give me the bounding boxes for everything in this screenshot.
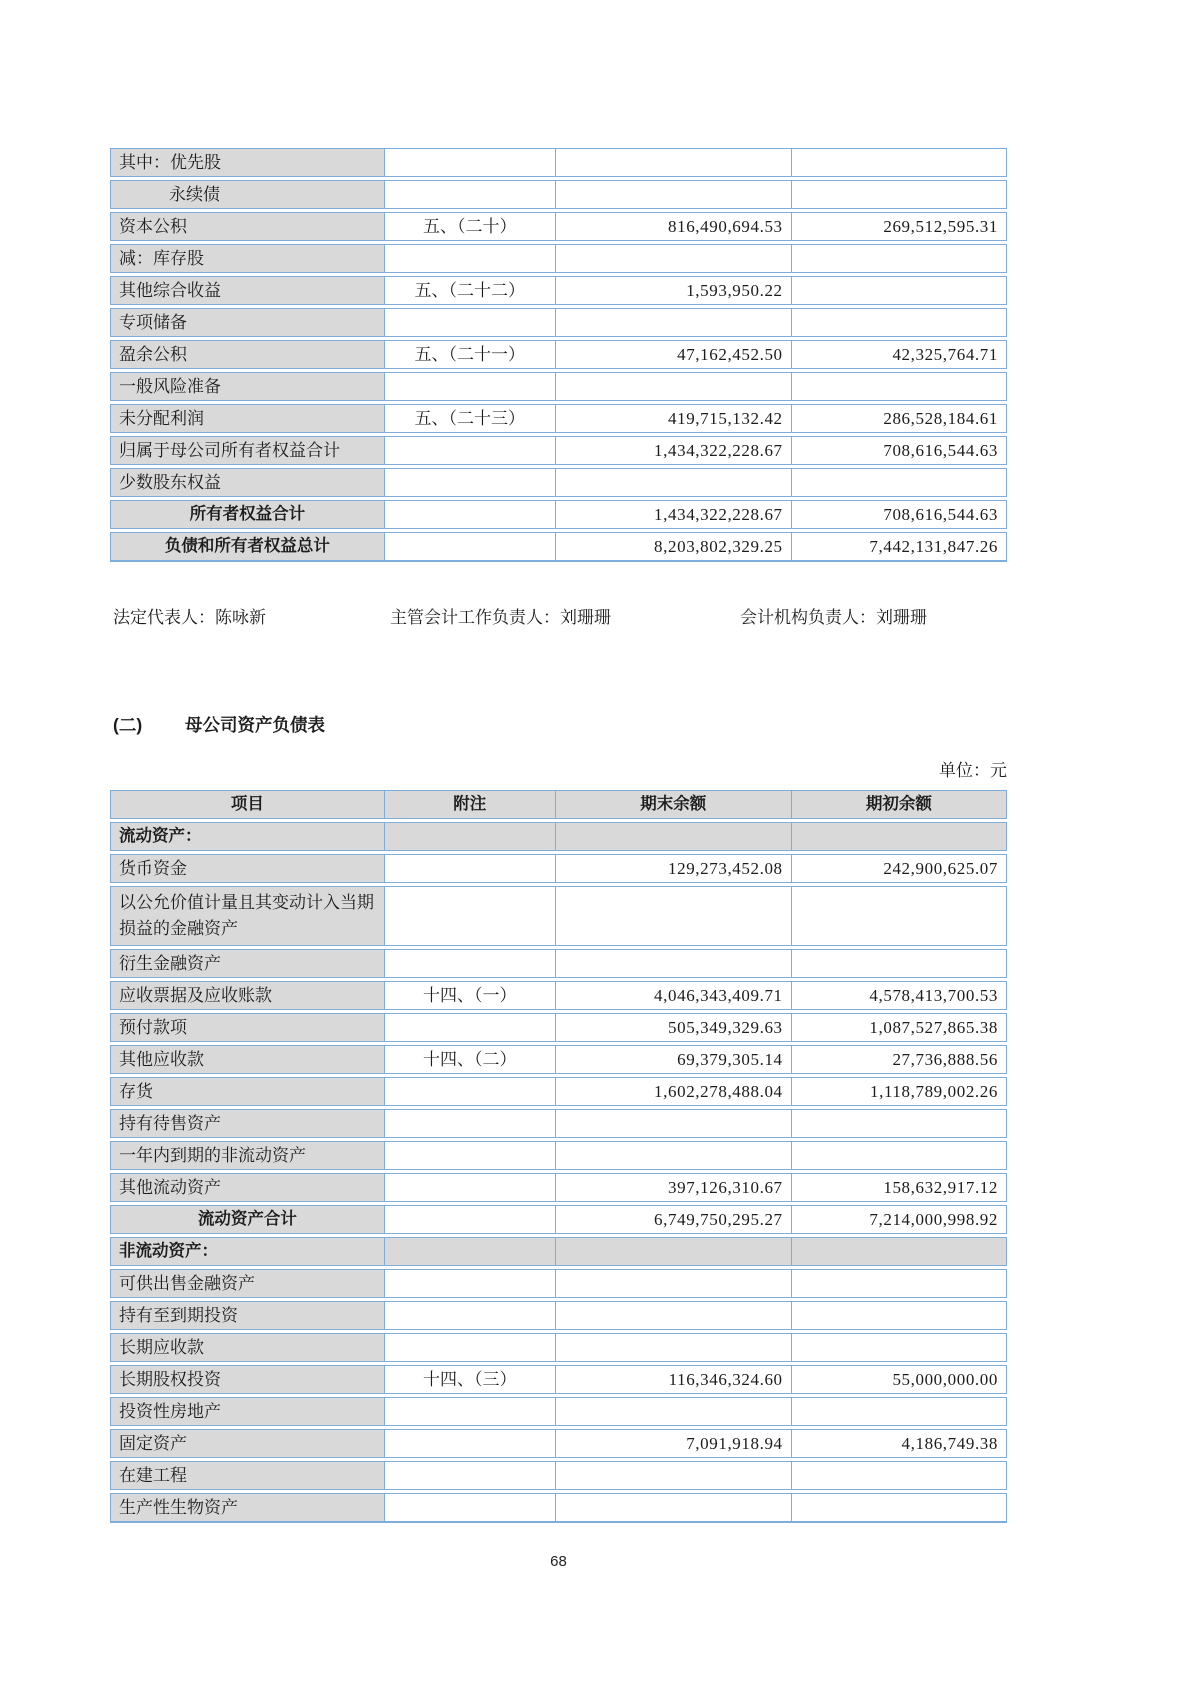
item-label-cell: 以公允价值计量且其变动计入当期损益的金融资产 [110,886,385,946]
note-cell [385,148,556,177]
item-label-cell: 流动资产合计 [110,1205,385,1234]
table-row [110,1461,1007,1490]
note-cell [385,436,556,465]
table-row [110,1429,1007,1458]
table-row [110,1013,1007,1042]
item-label-cell: 应收票据及应收账款 [110,981,385,1010]
table-row [110,1301,1007,1330]
item-label-cell: 可供出售金融资产 [110,1269,385,1298]
beginning-balance-cell: 158,632,917.12 [792,1173,1007,1202]
table-row [110,212,1007,241]
table-row [110,532,1007,562]
beginning-balance-cell: 708,616,544.63 [792,436,1007,465]
note-cell [385,500,556,529]
note-cell [385,308,556,337]
ending-balance-cell [556,1109,792,1138]
table-row [110,276,1007,305]
item-label-cell: 其他应收款 [110,1045,385,1074]
beginning-balance-cell [792,1397,1007,1426]
table-row [110,981,1007,1010]
beginning-balance-cell [792,1141,1007,1170]
table-row [110,1269,1007,1298]
beginning-balance-cell [792,276,1007,305]
note-cell [385,822,556,851]
beginning-balance-cell: 55,000,000.00 [792,1365,1007,1394]
item-label-cell: 一般风险准备 [110,372,385,401]
table-row [110,949,1007,978]
ending-balance-cell: 1,602,278,488.04 [556,1077,792,1106]
ending-balance-cell: 505,349,329.63 [556,1013,792,1042]
legal-representative: 法定代表人：陈咏新 [113,608,266,627]
table-row [110,340,1007,369]
item-label-cell: 生产性生物资产 [110,1493,385,1523]
item-label-cell: 减：库存股 [110,244,385,273]
note-cell [385,1077,556,1106]
item-label-cell: 预付款项 [110,1013,385,1042]
ending-balance-cell [556,372,792,401]
ending-balance-cell: 397,126,310.67 [556,1173,792,1202]
ending-balance-cell [556,1333,792,1362]
section-index: (二) [113,715,143,735]
ending-balance-cell [556,822,792,851]
beginning-balance-cell [792,1333,1007,1362]
note-cell [385,1141,556,1170]
beginning-balance-cell [792,1301,1007,1330]
table-row [110,1077,1007,1106]
ending-balance-cell [556,1397,792,1426]
ending-balance-cell: 116,346,324.60 [556,1365,792,1394]
ending-balance-cell: 7,091,918.94 [556,1429,792,1458]
ending-balance-cell: 69,379,305.14 [556,1045,792,1074]
note-cell [385,1205,556,1234]
ending-balance-cell [556,1141,792,1170]
table-row [110,886,1007,946]
item-label-cell: 资本公积 [110,212,385,241]
item-label-cell: 盈余公积 [110,340,385,369]
table-row [110,1205,1007,1234]
note-cell [385,1429,556,1458]
note-cell [385,1109,556,1138]
note-cell [385,372,556,401]
table-row [110,180,1007,209]
note-cell [385,1397,556,1426]
item-label-cell: 流动资产： [110,822,385,851]
beginning-balance-cell [792,822,1007,851]
beginning-balance-cell: 4,578,413,700.53 [792,981,1007,1010]
note-cell [385,1333,556,1362]
beginning-balance-cell: 7,214,000,998.92 [792,1205,1007,1234]
table-row [110,436,1007,465]
note-cell: 五、（二十二） [385,276,556,305]
beginning-balance-cell [792,244,1007,273]
section-heading [113,712,325,737]
note-cell [385,854,556,883]
ending-balance-cell [556,148,792,177]
table-header-row [110,790,1007,819]
item-label-cell: 少数股东权益 [110,468,385,497]
note-cell [385,1237,556,1266]
item-label-cell: 货币资金 [110,854,385,883]
chief-accountant: 主管会计工作负责人：刘珊珊 [390,608,611,627]
note-cell [385,1461,556,1490]
beginning-balance-cell: 4,186,749.38 [792,1429,1007,1458]
ending-balance-cell [556,1269,792,1298]
note-cell [385,1493,556,1523]
beginning-balance-cell [792,148,1007,177]
item-label-cell: 固定资产 [110,1429,385,1458]
ending-balance-cell [556,1461,792,1490]
note-cell: 十四、（一） [385,981,556,1010]
item-label-cell: 长期应收款 [110,1333,385,1362]
note-cell [385,1013,556,1042]
beginning-balance-cell: 286,528,184.61 [792,404,1007,433]
item-label-cell: 投资性房地产 [110,1397,385,1426]
beginning-balance-cell: 1,087,527,865.38 [792,1013,1007,1042]
table-row [110,244,1007,273]
table-row [110,1237,1007,1266]
table-row [110,1045,1007,1074]
table-row [110,148,1007,177]
ending-balance-cell [556,1301,792,1330]
beginning-balance-cell: 242,900,625.07 [792,854,1007,883]
ending-balance-cell: 1,434,322,228.67 [556,500,792,529]
beginning-balance-cell [792,468,1007,497]
beginning-balance-cell [792,372,1007,401]
item-label-cell: 非流动资产： [110,1237,385,1266]
item-label-cell: 负债和所有者权益总计 [110,532,385,562]
table-row [110,1365,1007,1394]
note-cell: 五、（二十一） [385,340,556,369]
note-cell [385,468,556,497]
note-cell [385,1301,556,1330]
table-row [110,372,1007,401]
parent-balance-sheet-table [110,787,1007,1526]
item-label-cell: 其他流动资产 [110,1173,385,1202]
table-row [110,854,1007,883]
item-label-cell: 永续债 [110,180,385,209]
table-row [110,308,1007,337]
ending-balance-cell [556,949,792,978]
table-row [110,1333,1007,1362]
beginning-balance-cell: 269,512,595.31 [792,212,1007,241]
ending-balance-cell [556,468,792,497]
ending-balance-cell: 1,593,950.22 [556,276,792,305]
item-label-cell: 在建工程 [110,1461,385,1490]
column-header-note: 附注 [385,790,556,819]
note-cell [385,180,556,209]
ending-balance-cell [556,886,792,946]
unit-label: 单位：元 [939,761,1007,780]
ending-balance-cell [556,308,792,337]
ending-balance-cell: 8,203,802,329.25 [556,532,792,562]
table-row [110,404,1007,433]
beginning-balance-cell: 27,736,888.56 [792,1045,1007,1074]
item-label-cell: 其他综合收益 [110,276,385,305]
item-label-cell: 其中：优先股 [110,148,385,177]
note-cell: 五、（二十） [385,212,556,241]
note-cell: 十四、（二） [385,1045,556,1074]
ending-balance-cell: 47,162,452.50 [556,340,792,369]
table-row [110,468,1007,497]
beginning-balance-cell: 1,118,789,002.26 [792,1077,1007,1106]
note-cell [385,532,556,562]
item-label-cell: 存货 [110,1077,385,1106]
beginning-balance-cell [792,949,1007,978]
beginning-balance-cell: 7,442,131,847.26 [792,532,1007,562]
ending-balance-cell [556,1493,792,1523]
accounting-head: 会计机构负责人：刘珊珊 [740,608,927,627]
item-label-cell: 专项储备 [110,308,385,337]
beginning-balance-cell [792,180,1007,209]
column-header-item: 项目 [110,790,385,819]
table-row [110,1173,1007,1202]
beginning-balance-cell [792,1461,1007,1490]
ending-balance-cell: 4,046,343,409.71 [556,981,792,1010]
beginning-balance-cell: 42,325,764.71 [792,340,1007,369]
page-number: 68 [550,1553,567,1570]
beginning-balance-cell [792,1109,1007,1138]
signature-line [113,603,1010,628]
column-header-ending-balance: 期末余额 [556,790,792,819]
equity-section-table [110,145,1007,565]
ending-balance-cell: 6,749,750,295.27 [556,1205,792,1234]
note-cell [385,1269,556,1298]
beginning-balance-cell [792,308,1007,337]
beginning-balance-cell [792,1269,1007,1298]
beginning-balance-cell: 708,616,544.63 [792,500,1007,529]
table-row [110,500,1007,529]
ending-balance-cell: 129,273,452.08 [556,854,792,883]
table-row [110,1493,1007,1523]
beginning-balance-cell [792,1237,1007,1266]
table-row [110,822,1007,851]
item-label-cell: 所有者权益合计 [110,500,385,529]
note-cell [385,1173,556,1202]
ending-balance-cell [556,180,792,209]
ending-balance-cell: 1,434,322,228.67 [556,436,792,465]
ending-balance-cell: 816,490,694.53 [556,212,792,241]
note-cell: 五、（二十三） [385,404,556,433]
ending-balance-cell [556,1237,792,1266]
note-cell [385,949,556,978]
item-label-cell: 持有待售资产 [110,1109,385,1138]
table-row [110,1141,1007,1170]
item-label-cell: 长期股权投资 [110,1365,385,1394]
ending-balance-cell [556,244,792,273]
table-row [110,1397,1007,1426]
item-label-cell: 归属于母公司所有者权益合计 [110,436,385,465]
beginning-balance-cell [792,886,1007,946]
item-label-cell: 未分配利润 [110,404,385,433]
item-label-cell: 一年内到期的非流动资产 [110,1141,385,1170]
note-cell: 十四、（三） [385,1365,556,1394]
section-title: 母公司资产负债表 [185,715,325,735]
ending-balance-cell: 419,715,132.42 [556,404,792,433]
note-cell [385,244,556,273]
item-label-cell: 衍生金融资产 [110,949,385,978]
beginning-balance-cell [792,1493,1007,1523]
item-label-cell: 持有至到期投资 [110,1301,385,1330]
table-row [110,1109,1007,1138]
note-cell [385,886,556,946]
column-header-beginning-balance: 期初余额 [792,790,1007,819]
